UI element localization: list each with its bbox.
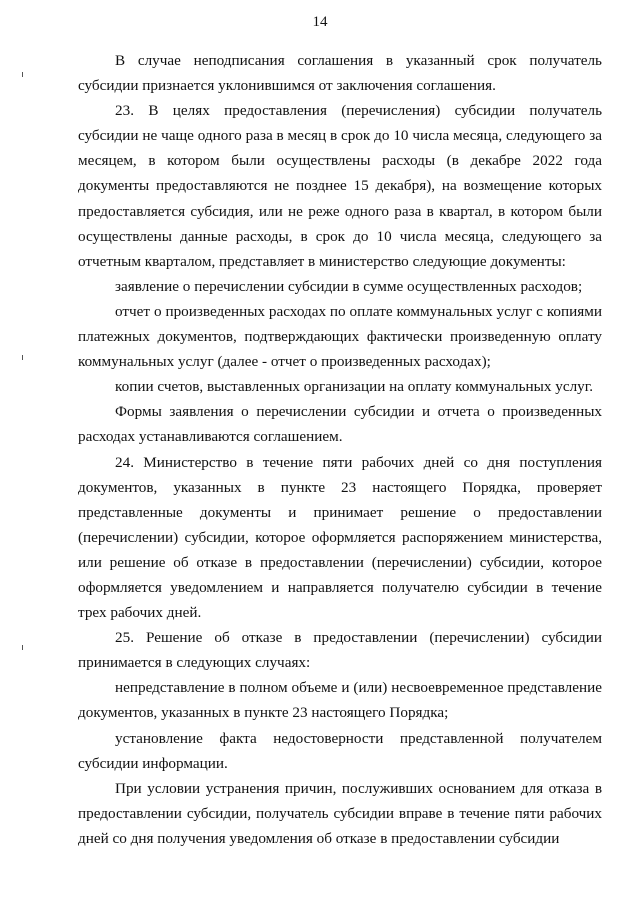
- margin-mark: [22, 72, 23, 77]
- list-item-application: заявление о перечислении субсидии в сумме осуществленных расходов;: [115, 277, 583, 295]
- paragraph-clause-23: 23. В целях предоставления (перечисления) субсидии получатель субсидии не чаще одного раза в месяц в срок до 10 числа месяца, следующего за месяцем, в котором были осуществлены расходы (в декабре 2022 года документы предоставляются не позднее 15 декабря), на возмещение которых предоставляется субсидия, или не реже одного раза в квартал, в котором были осуществлены данные расходы, в срок до 10 числа месяца, следующего за отчетным кварталом, представляет в министерство следующие документы:: [78, 102, 602, 270]
- margin-mark: [22, 645, 23, 650]
- paragraph-forms: Формы заявления о перечислении субсидии и отчета о произведенных расходах устанавливаются соглашением.: [78, 403, 602, 446]
- list-item-unreliable-info: установление факта недостоверности представленной получателем субсидии информации.: [78, 729, 602, 772]
- paragraph-refusal-to-sign: В случае неподписания соглашения в указанный срок получатель субсидии признается уклонившимся от заключения соглашения.: [78, 52, 602, 95]
- list-item-invoice-copies: копии счетов, выставленных организации на оплату коммунальных услуг.: [115, 378, 594, 396]
- list-item-expense-report: отчет о произведенных расходах по оплате коммунальных услуг с копиями платежных документов, подтверждающих фактически произведенную оплату коммунальных услуг (далее - отчет о произведенных расходах);: [78, 302, 602, 371]
- paragraph-clause-24: 24. Министерство в течение пяти рабочих дней со дня поступления документов, указанных в пункте 23 настоящего Порядка, проверяет представленные документы и принимает решение о предоставлении (перечислении) субсидии, которое оформляется распоряжением министерства, или решение об отказе в предоставлении (перечислении) субсидии, которое оформляется уведомлением и направляется получателю субсидии в течение трех рабочих дней.: [78, 453, 602, 622]
- document-body: [78, 48, 602, 851]
- paragraph-clause-25: 25. Решение об отказе в предоставлении (перечислении) субсидии принимается в следующих случаях:: [78, 629, 602, 672]
- paragraph-resubmission: При условии устранения причин, послуживших основанием для отказа в предоставлении субсидии, получатель субсидии вправе в течение пяти рабочих дней со дня получения уведомления об отказе в предоставлении субсидии: [78, 779, 602, 847]
- list-item-incomplete-documents: непредставление в полном объеме и (или) несвоевременное представление документов, указанных в пункте 23 настоящего Порядка;: [78, 679, 602, 722]
- page-number: 14: [312, 14, 328, 30]
- margin-mark: [22, 355, 23, 360]
